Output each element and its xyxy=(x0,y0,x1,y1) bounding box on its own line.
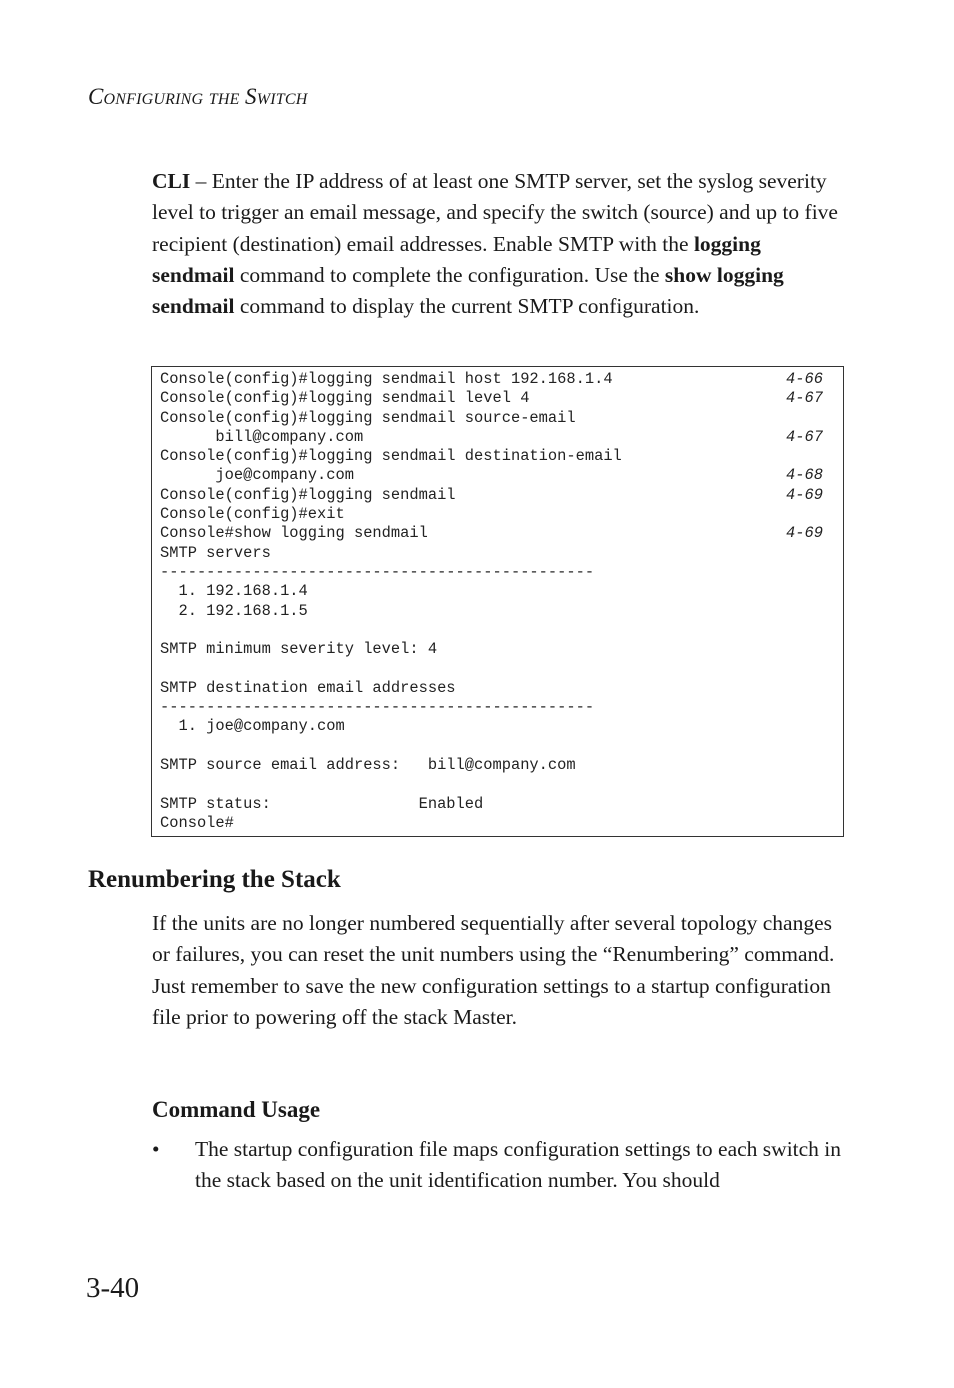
code-text: SMTP source email address: bill@company.com xyxy=(160,755,576,774)
code-text: Console(config)#logging sendmail host 192.168.1.4 xyxy=(160,370,613,388)
code-text: SMTP servers xyxy=(160,543,271,562)
code-text: Console# xyxy=(160,813,234,832)
code-line xyxy=(160,447,835,466)
code-text: Console#show logging sendmail xyxy=(160,524,428,543)
cli-code-block xyxy=(151,366,844,837)
code-line xyxy=(160,428,835,447)
bullet-symbol: • xyxy=(152,1137,160,1161)
code-text: SMTP minimum severity level: 4 xyxy=(160,640,438,659)
code-text: Console(config)#logging sendmail source-email xyxy=(160,408,576,427)
section-paragraph: If the units are no longer numbered sequentially after several topology changes or failures, you can reset the unit numbers using the “Renumbering” command. Just remember to save the new configuration settings to a startup configuration file prior to powering off the stack Master. xyxy=(152,911,835,1029)
code-line xyxy=(160,582,835,601)
code-line xyxy=(160,370,835,389)
code-text: joe@company.com xyxy=(160,466,354,485)
code-line xyxy=(160,563,835,582)
code-text: Console(config)#logging sendmail level 4 xyxy=(160,389,530,408)
code-text: 2. 192.168.1.5 xyxy=(160,601,308,620)
running-header: CONFIGURING THE SWITCH xyxy=(88,84,308,109)
code-text: 1. joe@company.com xyxy=(160,717,345,736)
code-line xyxy=(160,795,835,814)
code-line xyxy=(160,659,835,678)
code-text: ----------------------------------------------- xyxy=(160,698,595,717)
code-line xyxy=(160,389,835,408)
code-line xyxy=(160,505,835,524)
code-line xyxy=(160,737,835,756)
page-reference: 4-69 xyxy=(786,485,823,504)
bullet-text: The startup configuration file maps configuration settings to each switch in the stack based on the unit identification number. You should xyxy=(195,1137,842,1193)
code-line xyxy=(160,756,835,775)
page-reference: 4-68 xyxy=(786,466,823,485)
page-reference: 4-66 xyxy=(786,370,823,388)
code-text: bill@company.com xyxy=(160,427,364,446)
code-text: Console(config)#logging sendmail destination-email xyxy=(160,447,622,466)
code-line xyxy=(160,466,835,485)
code-text: SMTP status: Enabled xyxy=(160,794,484,813)
code-line xyxy=(160,544,835,563)
code-line xyxy=(160,602,835,621)
code-line xyxy=(160,775,835,794)
page-reference: 4-67 xyxy=(786,389,823,408)
code-text: Console(config)#exit xyxy=(160,505,345,524)
code-text: ----------------------------------------------- xyxy=(160,562,595,581)
bullet-item xyxy=(152,1134,852,1197)
page-number: 3-40 xyxy=(86,1272,140,1304)
code-text: SMTP destination email addresses xyxy=(160,678,456,697)
code-line xyxy=(160,814,835,833)
code-line xyxy=(160,698,835,717)
code-text: Console(config)#logging sendmail xyxy=(160,485,456,504)
code-line xyxy=(160,717,835,736)
page-reference: 4-67 xyxy=(786,427,823,446)
code-line xyxy=(160,640,835,659)
code-line xyxy=(160,524,835,543)
code-text: 1. 192.168.1.4 xyxy=(160,582,308,601)
code-line xyxy=(160,409,835,428)
subsection-title: Command Usage xyxy=(152,1097,321,1122)
page-reference: 4-69 xyxy=(786,524,823,543)
section-title: Renumbering the Stack xyxy=(88,866,341,893)
code-line xyxy=(160,486,835,505)
code-line xyxy=(160,621,835,640)
intro-paragraph: CLI – Enter the IP address of at least one SMTP server, set the syslog severity level to trigger an email message, and specify the switch (source) and up to five recipient (destination) email addresses. Enable SMTP with the logging sendmail command to complete the configuration. Use the show logging sendmail command to display the current SMTP configuration. xyxy=(152,169,838,319)
code-line xyxy=(160,679,835,698)
